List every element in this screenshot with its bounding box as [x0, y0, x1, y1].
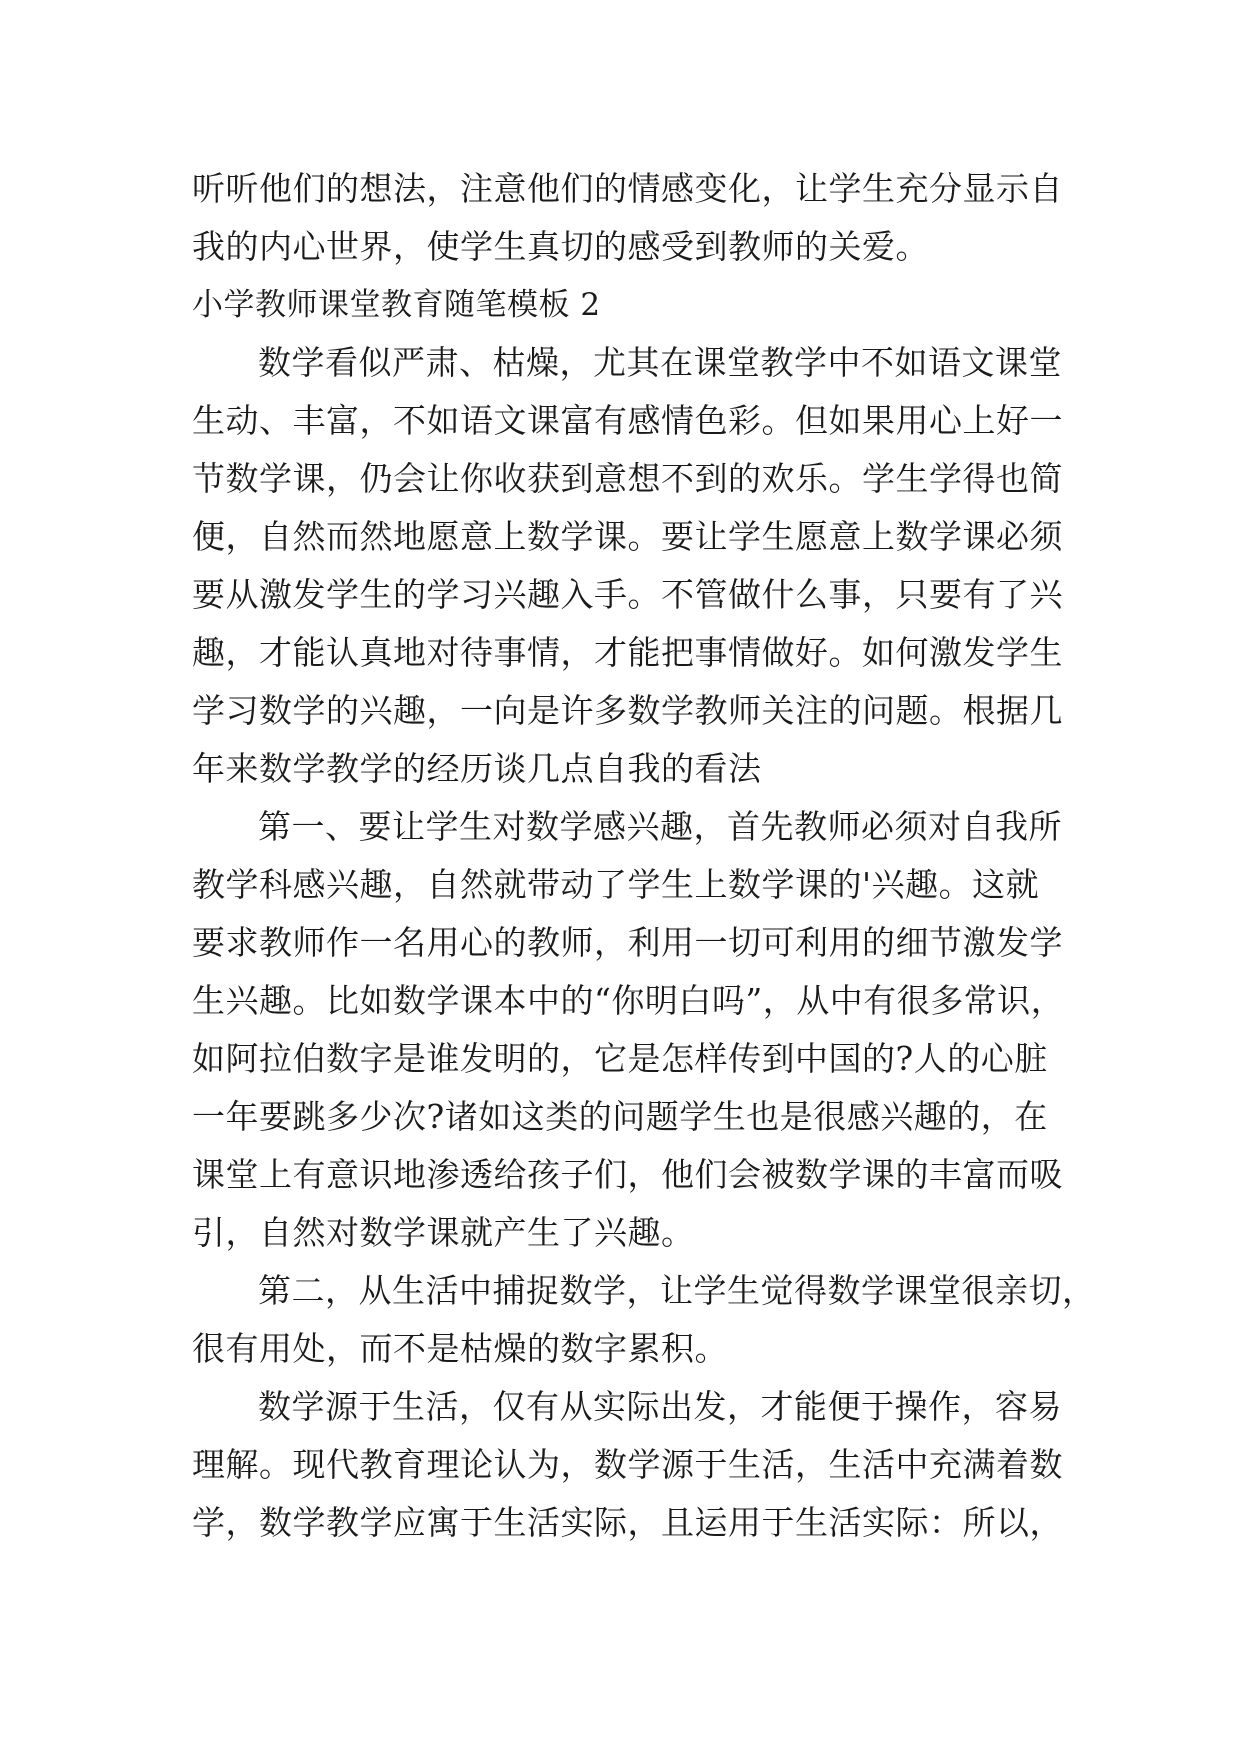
text-line: 便，自然而然地愿意上数学课。要让学生愿意上数学课必须 — [192, 517, 1063, 556]
document-body — [192, 160, 1096, 1552]
text-line: 一年要跳多少次?诸如这类的问题学生也是很感兴趣的，在 — [192, 1097, 1048, 1136]
text-line: 数学源于生活，仅有从实际出发，才能便于操作，容易 — [258, 1387, 1062, 1426]
text-line: 要从激发学生的学习兴趣入手。不管做什么事，只要有了兴 — [192, 575, 1063, 614]
text-line: 学习数学的兴趣，一向是许多数学教师关注的问题。根据几 — [192, 691, 1063, 730]
text-line: 我的内心世界，使学生真切的感受到教师的关爱。 — [192, 227, 929, 266]
text-line: 数学看似严肃、枯燥，尤其在课堂教学中不如语文课堂 — [258, 343, 1062, 382]
text-line: 节数学课，仍会让你收获到意想不到的欢乐。学生学得也简 — [192, 459, 1063, 498]
text-line: 学，数学教学应寓于生活实际，且运用于生活实际：所以， — [192, 1503, 1063, 1542]
paragraph — [192, 798, 1065, 1262]
text-line: 听听他们的想法，注意他们的情感变化，让学生充分显示自 — [192, 169, 1063, 208]
paragraph — [192, 334, 1063, 798]
text-line: 教学科感兴趣，自然就带动了学生上数学课的'兴趣。这就 — [192, 865, 1040, 904]
text-line: 年来数学教学的经历谈几点自我的看法 — [192, 749, 762, 788]
text-line: 理解。现代教育理论认为，数学源于生活，生活中充满着数 — [192, 1445, 1063, 1484]
text-line: 生兴趣。比如数学课本中的“你明白吗”，从中有很多常识， — [192, 981, 1065, 1020]
text-line: 引，自然对数学课就产生了兴趣。 — [192, 1213, 695, 1252]
text-line: 第一、要让学生对数学感兴趣，首先教师必须对自我所 — [258, 807, 1062, 846]
text-line: 第二，从生活中捕捉数学，让学生觉得数学课堂很亲切， — [258, 1271, 1096, 1310]
paragraph — [192, 1378, 1063, 1552]
text-line: 趣，才能认真地对待事情，才能把事情做好。如何激发学生 — [192, 633, 1063, 672]
paragraph — [192, 1262, 1096, 1378]
paragraph-continuation — [192, 160, 1063, 276]
section-title — [192, 276, 1052, 334]
text-line: 要求教师作一名用心的教师，利用一切可利用的细节激发学 — [192, 923, 1063, 962]
text-line: 生动、丰富，不如语文课富有感情色彩。但如果用心上好一 — [192, 401, 1063, 440]
text-line: 如阿拉伯数字是谁发明的，它是怎样传到中国的?人的心脏 — [192, 1039, 1048, 1078]
text-line: 很有用处，而不是枯燥的数字累积。 — [192, 1329, 728, 1368]
section-title-text: 小学教师课堂教育随笔模板 2 — [192, 287, 601, 323]
text-line: 课堂上有意识地渗透给孩子们，他们会被数学课的丰富而吸 — [192, 1155, 1063, 1194]
